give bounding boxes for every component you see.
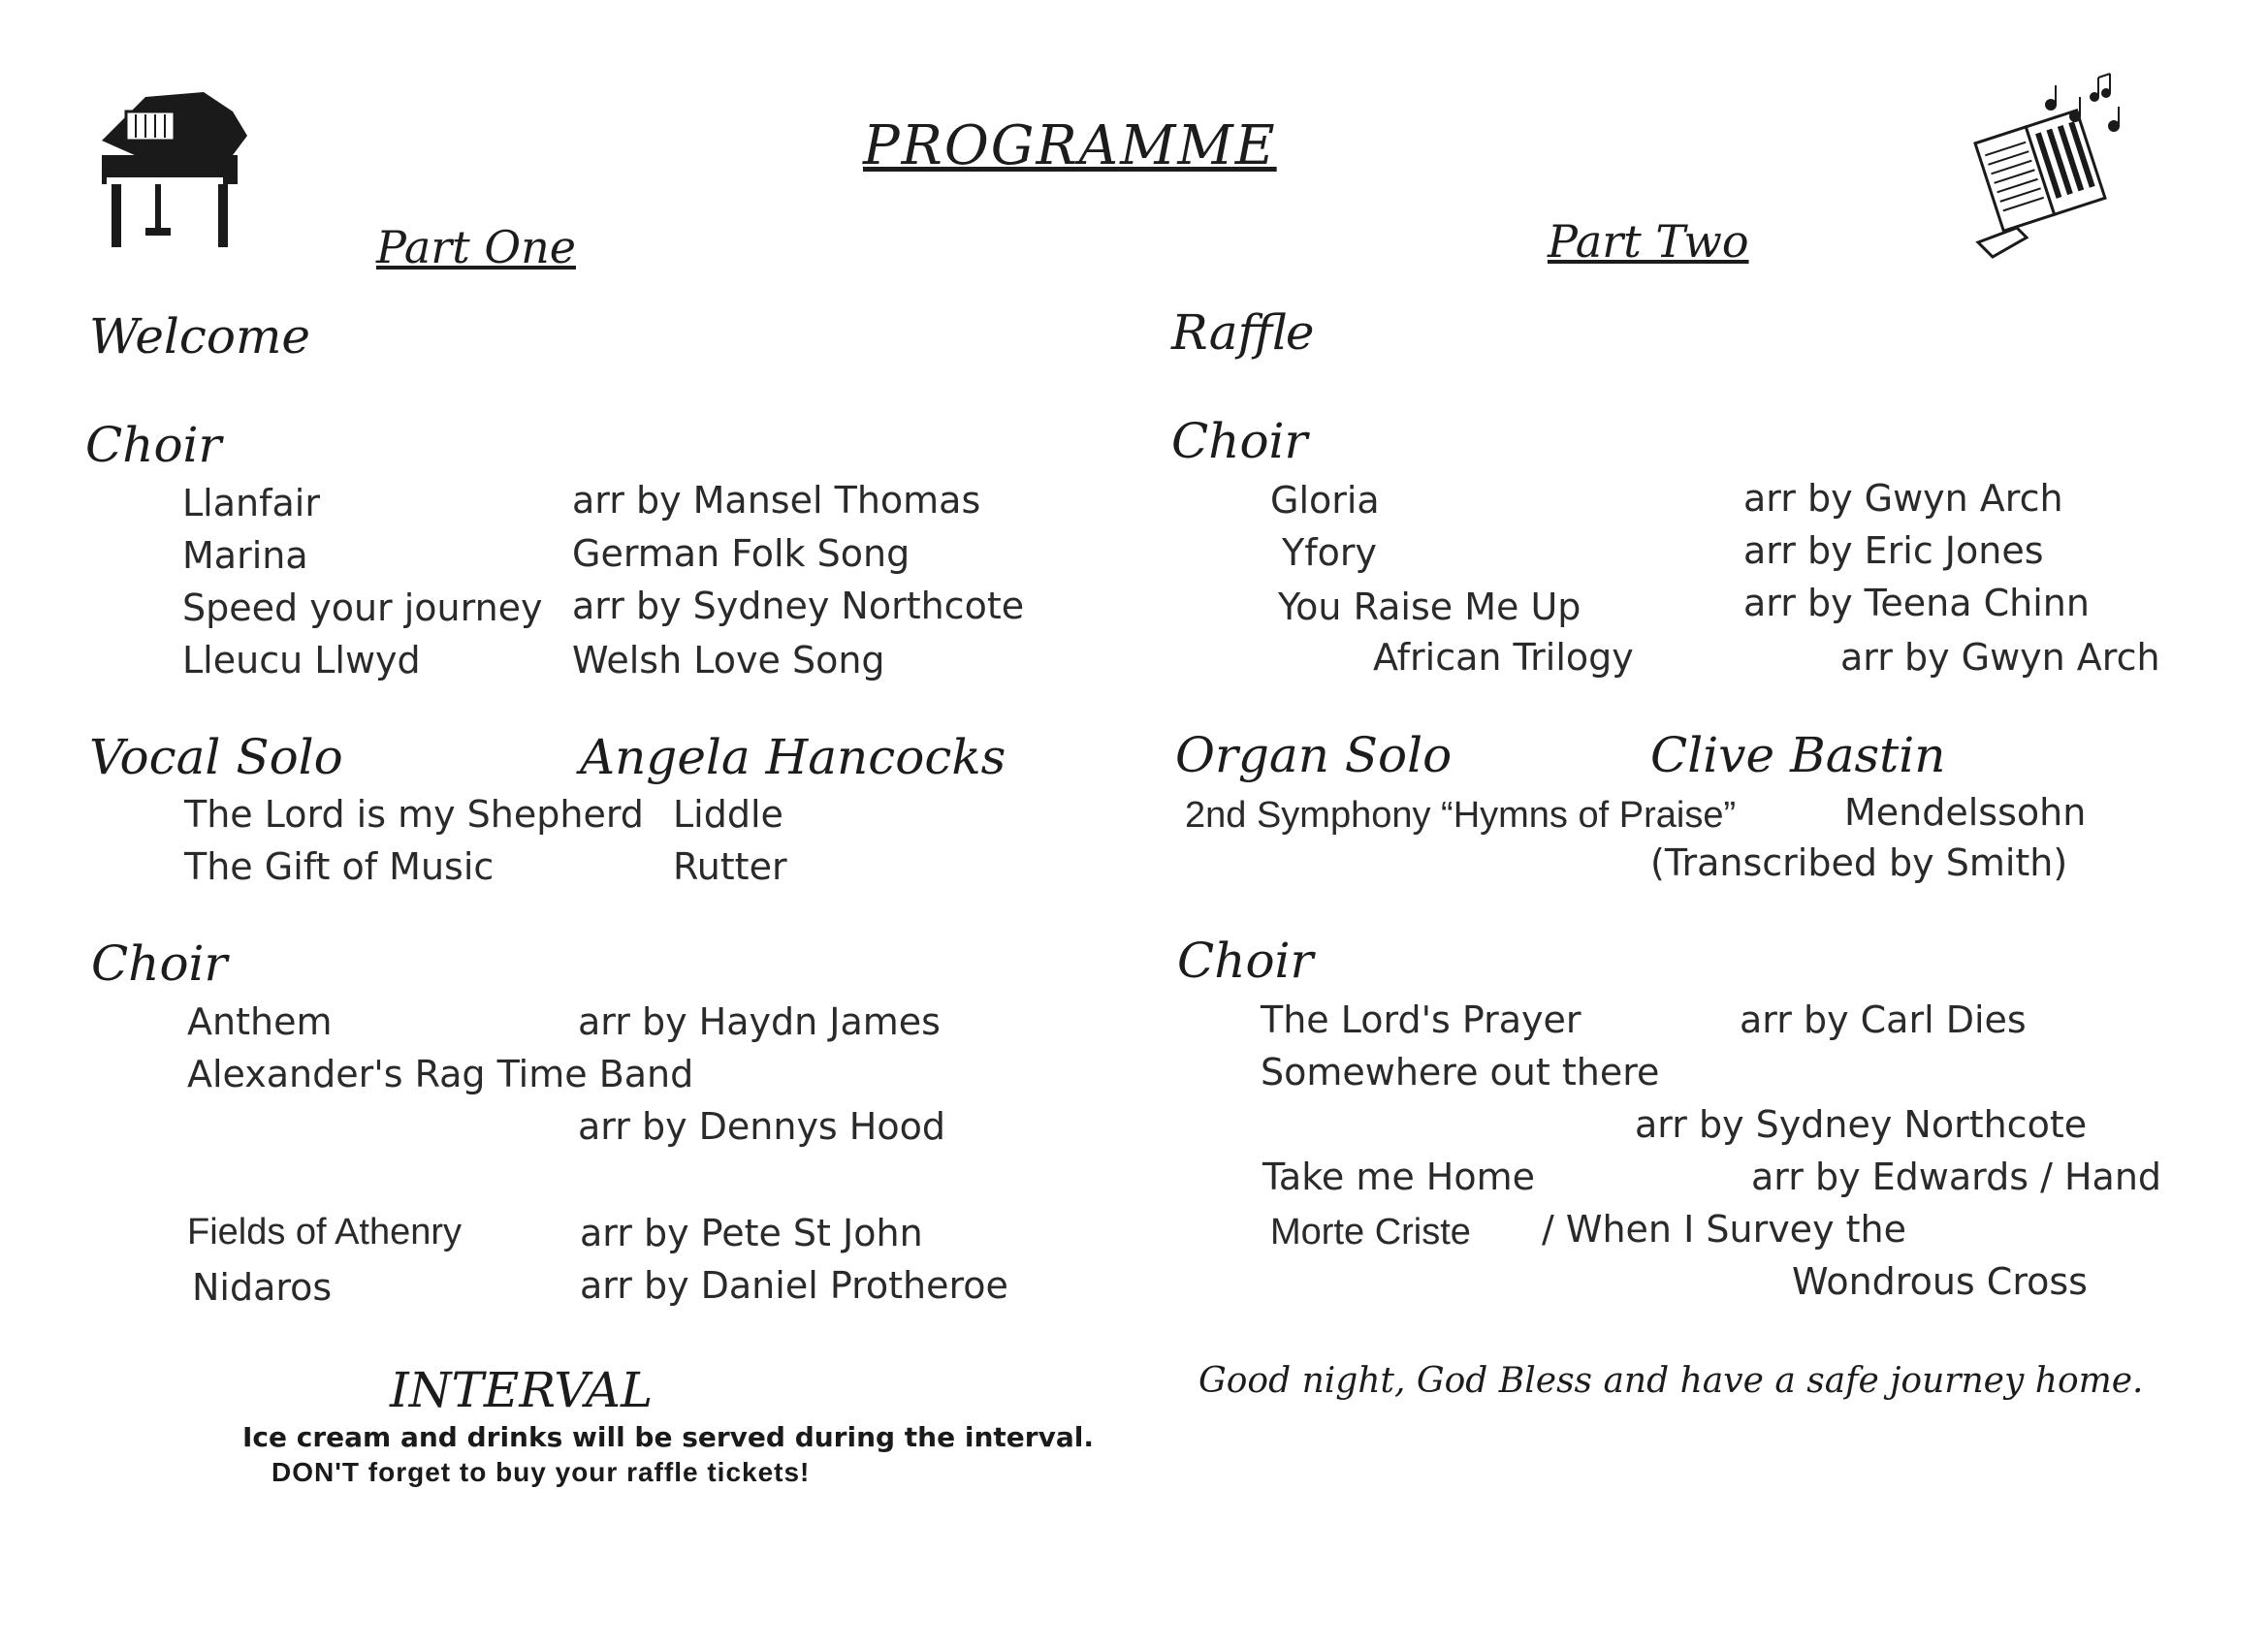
song-credit: arr by Pete St John [580, 1212, 923, 1254]
raffle-heading: Raffle [1171, 304, 1315, 361]
song-credit: arr by Sydney Northcote [572, 585, 1025, 627]
welcome-heading: Welcome [89, 308, 311, 364]
song-credit: / When I Survey the [1542, 1208, 1906, 1251]
song-credit: arr by Gwyn Arch [1743, 477, 2063, 520]
song-credit: arr by Eric Jones [1743, 529, 2044, 572]
part-two-heading: Part Two [1548, 215, 1749, 268]
song-credit: arr by Teena Chinn [1743, 582, 2090, 624]
song-credit: Rutter [673, 845, 787, 888]
song-title: 2nd Symphony “Hymns of Praise” [1185, 795, 1737, 836]
song-title: Fields of Athenry [187, 1212, 463, 1252]
organ-solo-performer: Clive Bastin [1650, 727, 1946, 783]
page-title: PROGRAMME [863, 114, 1277, 177]
song-title: Alexander's Rag Time Band [187, 1053, 694, 1095]
song-title: Gloria [1270, 479, 1380, 522]
song-title: Speed your journey [182, 586, 543, 629]
song-title: Marina [182, 534, 308, 577]
part-one-second-choir-heading: Choir [91, 935, 228, 992]
song-title: You Raise Me Up [1278, 586, 1581, 628]
song-credit: arr by Mansel Thomas [572, 479, 981, 522]
vocal-solo-performer: Angela Hancocks [580, 729, 1006, 785]
song-title: African Trilogy [1373, 636, 1634, 679]
song-title: Nidaros [192, 1266, 333, 1309]
song-title: The Lord's Prayer [1261, 998, 1581, 1041]
song-credit: German Folk Song [572, 532, 910, 575]
song-credit: arr by Carl Dies [1740, 998, 2027, 1041]
song-title: Morte Criste [1270, 1212, 1471, 1252]
vocal-solo-heading: Vocal Solo [89, 729, 343, 785]
transcription-note: (Transcribed by Smith) [1650, 841, 2068, 884]
song-credit: Welsh Love Song [572, 639, 885, 681]
song-credit: arr by Gwyn Arch [1840, 636, 2160, 679]
song-credit: arr by Sydney Northcote [1635, 1103, 2088, 1146]
song-credit: arr by Daniel Protheroe [580, 1264, 1008, 1307]
interval-heading: INTERVAL [390, 1362, 654, 1418]
organ-solo-heading: Organ Solo [1175, 727, 1453, 783]
song-title: Anthem [187, 1000, 333, 1043]
song-title: The Gift of Music [184, 845, 495, 888]
part-two-second-choir-heading: Choir [1177, 933, 1314, 989]
raffle-reminder: DON'T forget to buy your raffle tickets! [272, 1457, 811, 1487]
interval-note: Ice cream and drinks will be served during the interval. [242, 1421, 1094, 1453]
song-title: Llanfair [182, 482, 320, 524]
song-credit: arr by Edwards / Hand [1751, 1156, 2162, 1198]
song-credit: arr by Haydn James [578, 1000, 941, 1043]
song-title: The Lord is my Shepherd [184, 793, 644, 836]
grand-piano-icon [87, 82, 252, 252]
song-credit: arr by Dennys Hood [578, 1105, 945, 1148]
closing-message: Good night, God Bless and have a safe journey home. [1198, 1361, 2144, 1401]
sheet-music-icon [1959, 68, 2133, 262]
song-title: Yfory [1282, 531, 1377, 574]
song-title: Lleucu Llwyd [182, 639, 421, 681]
part-one-heading: Part One [376, 221, 576, 273]
part-one-choir-heading: Choir [85, 417, 222, 473]
part-two-choir-heading: Choir [1171, 413, 1308, 469]
song-title: Somewhere out there [1261, 1051, 1660, 1093]
song-title: Take me Home [1262, 1156, 1536, 1198]
song-credit: Liddle [673, 793, 783, 836]
song-credit: Mendelssohn [1844, 791, 2087, 834]
song-credit: Wondrous Cross [1792, 1260, 2088, 1303]
